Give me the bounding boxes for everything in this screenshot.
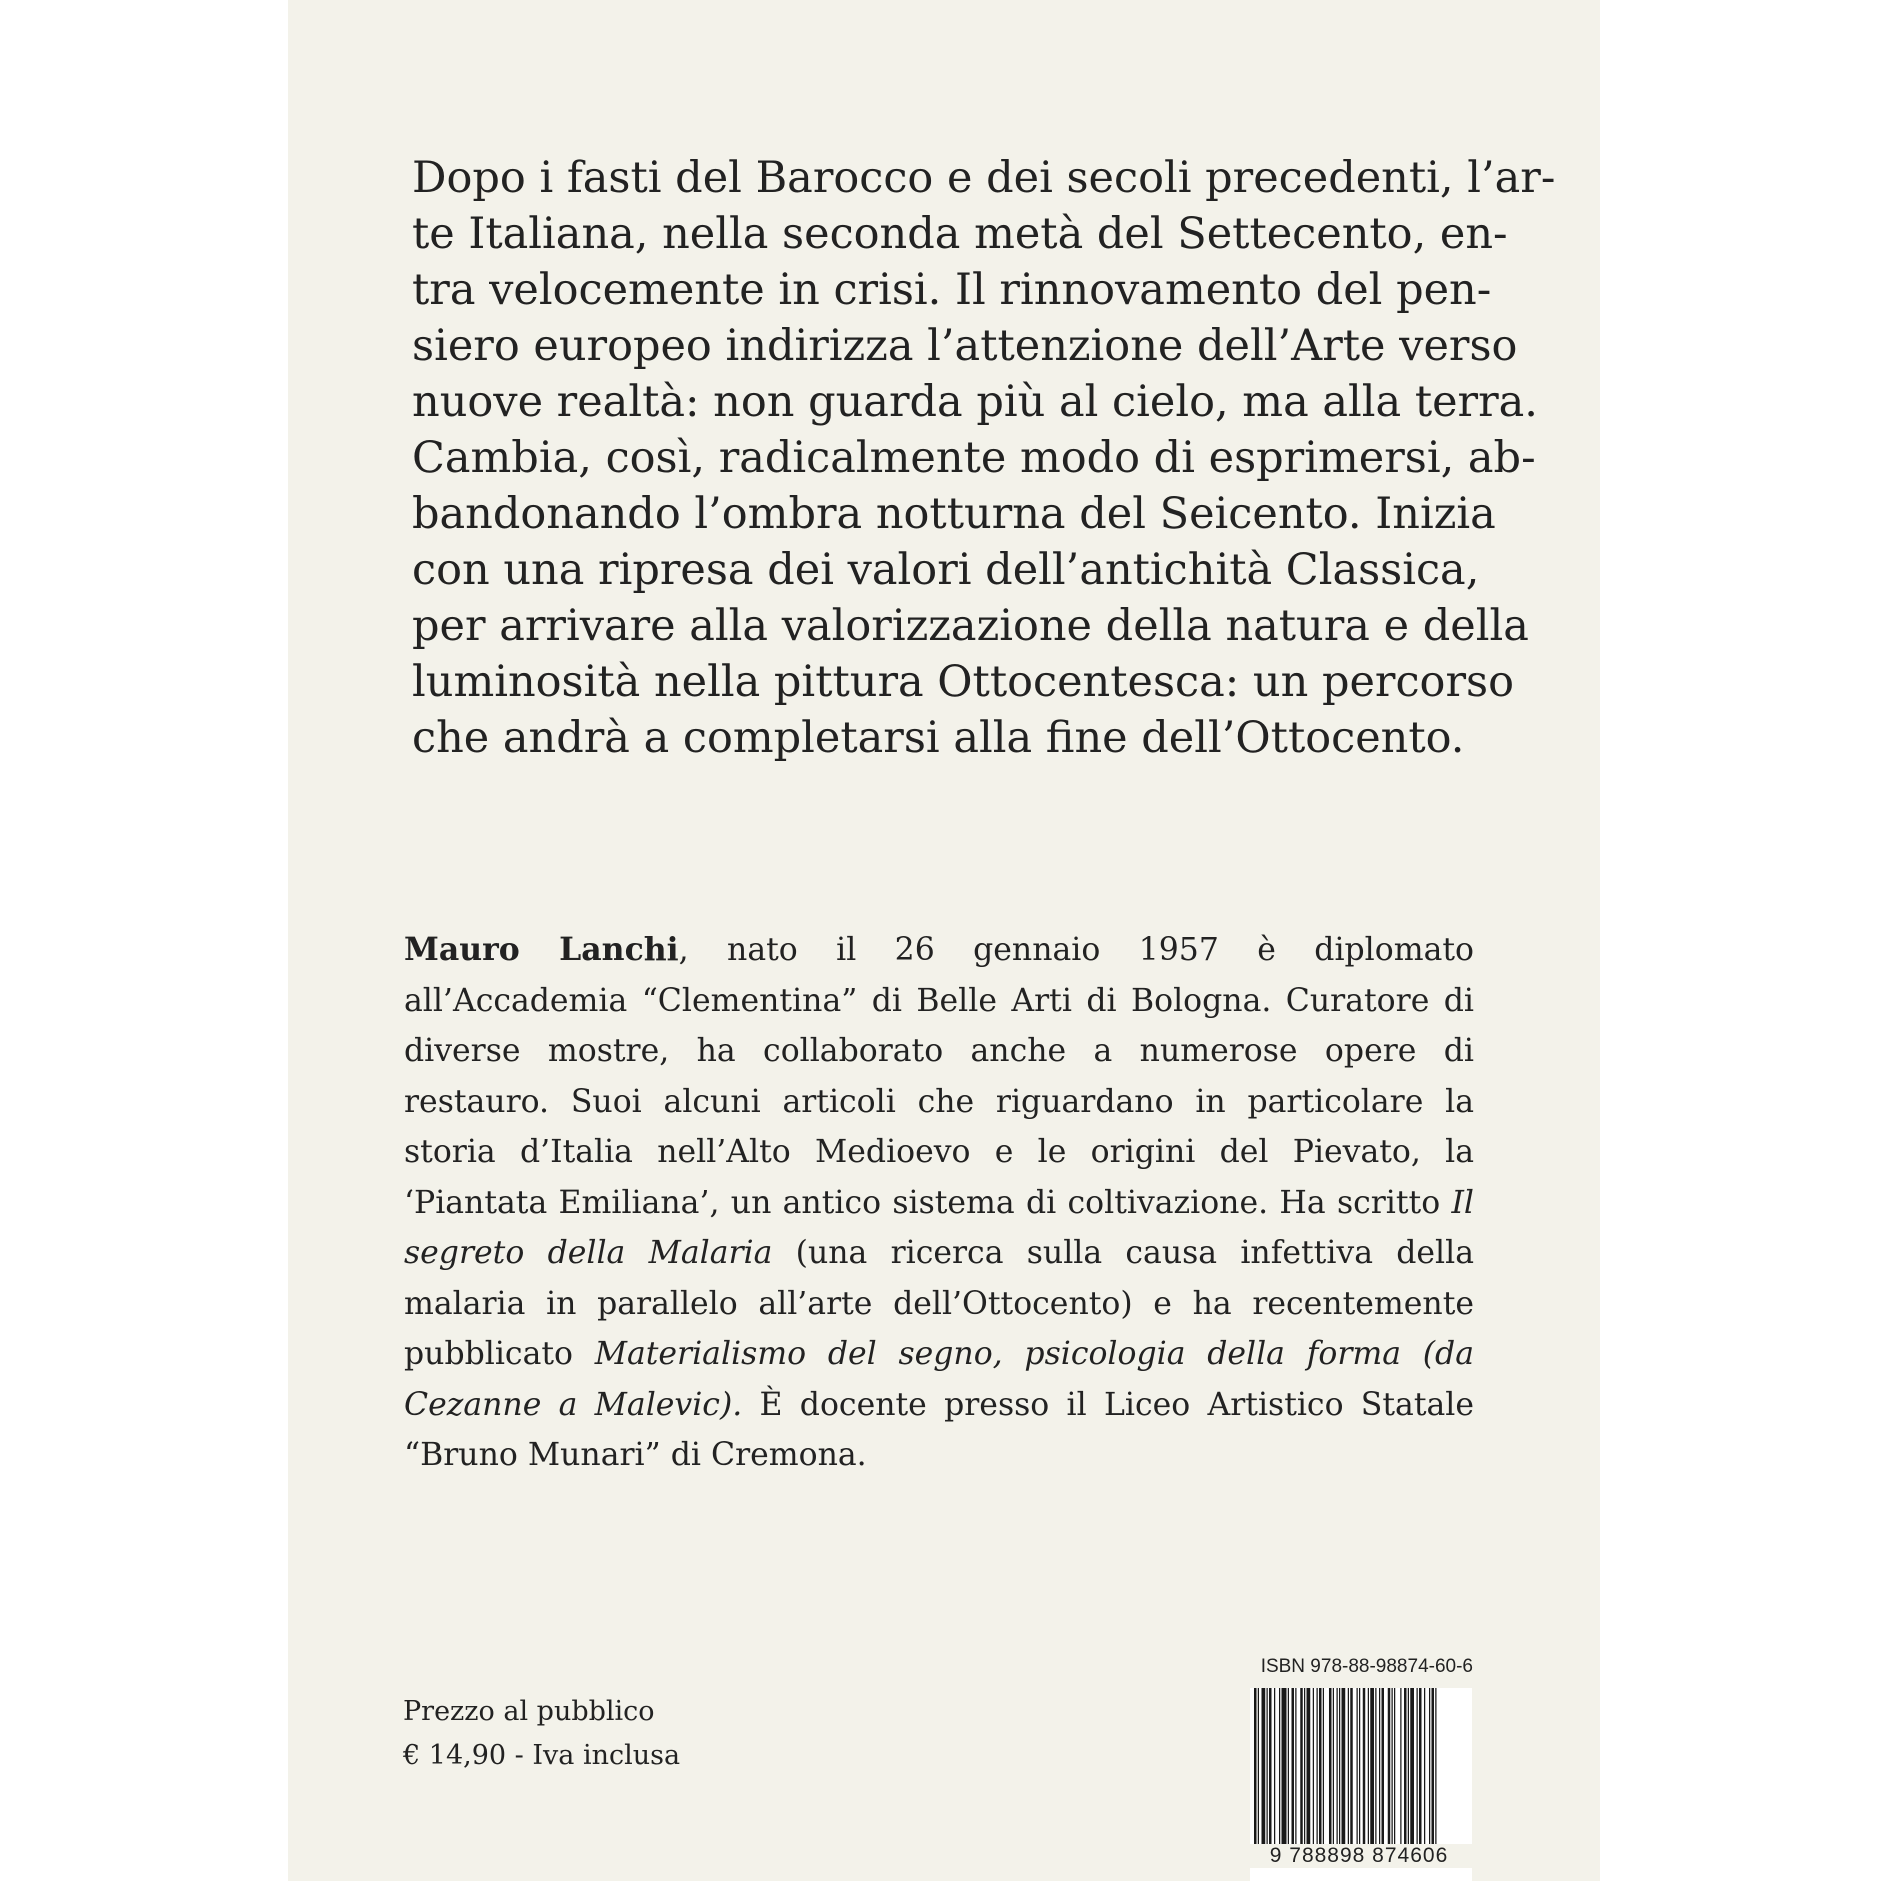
barcode-bar: [1254, 1688, 1257, 1846]
author-name: Mauro Lanchi: [404, 931, 679, 968]
barcode-bar: [1348, 1688, 1349, 1846]
blurb-line: che andrà a completarsi alla fine dell’Ottocento.: [412, 713, 1465, 763]
barcode-bar: [1382, 1688, 1385, 1846]
blurb-line: per arrivare alla valorizzazione della natura e della: [412, 601, 1529, 651]
barcode-digits: 9 788898 874606: [1244, 1844, 1474, 1868]
barcode-bar: [1269, 1688, 1272, 1846]
barcode-bar: [1295, 1688, 1296, 1846]
barcode-bar: [1258, 1688, 1259, 1846]
barcode-bar: [1363, 1688, 1366, 1846]
barcode-bar: [1313, 1688, 1314, 1846]
barcode-bar: [1339, 1688, 1340, 1846]
barcode-bar: [1404, 1688, 1407, 1846]
barcode-bar: [1267, 1688, 1268, 1846]
barcode-bar: [1417, 1688, 1418, 1846]
price-value: € 14,90 - Iva inclusa: [403, 1740, 681, 1771]
barcode-bar: [1262, 1688, 1266, 1846]
barcode-bar: [1400, 1688, 1401, 1846]
barcode-bar: [1329, 1688, 1332, 1846]
barcode-bar: [1307, 1688, 1311, 1846]
barcode-bar: [1424, 1688, 1425, 1846]
barcode-bar: [1429, 1688, 1430, 1846]
bio-text: , nato il 26 gennaio 1957 è diplomato all’Accademia “Clementina” di Belle Arti di Bologna. Curatore di diverse mostre, ha collaborato anche a numerose opere di restauro. Suoi alcuni articoli che riguardano in particolare la storia d’Italia nell’Alto Medioevo e le origini del Pievato, la ‘Piantata Emiliana’, un antico sistema di coltivazione. Ha scritto: [404, 932, 1474, 1221]
barcode-bar: [1323, 1688, 1324, 1846]
isbn-label: ISBN 978-88-98874-60-6: [1260, 1656, 1473, 1677]
barcode-bar: [1419, 1688, 1422, 1846]
barcode-bar: [1408, 1688, 1409, 1846]
barcode-bar: [1432, 1688, 1435, 1846]
barcode-bar: [1300, 1688, 1303, 1846]
barcode-bar: [1279, 1688, 1280, 1846]
barcode-bar: [1388, 1688, 1391, 1846]
blurb-line: bandonando l’ombra notturna del Seicento. Inizia: [412, 489, 1496, 539]
blurb-line: Cambia, così, radicalmente modo di esprimersi, ab-: [412, 433, 1536, 483]
blurb-line: tra velocemente in crisi. Il rinnovamento del pen-: [412, 265, 1492, 315]
barcode-bar: [1392, 1688, 1393, 1846]
barcode-bar: [1304, 1688, 1305, 1846]
barcode-bars: [1250, 1688, 1472, 1846]
barcode-bar: [1368, 1688, 1369, 1846]
barcode-bar: [1282, 1688, 1287, 1846]
barcode-bar: [1317, 1688, 1318, 1846]
blurb-paragraph: [412, 150, 1556, 766]
barcode-bar: [1288, 1688, 1289, 1846]
book-title: Materialismo del segno, psicologia della forma (da Cezanne a Malevic).: [404, 1336, 1474, 1423]
barcode-bar: [1435, 1688, 1436, 1846]
barcode-bar: [1410, 1688, 1414, 1846]
barcode-bar: [1337, 1688, 1338, 1846]
blurb-line: nuove realtà: non guarda più al cielo, ma alla terra.: [412, 377, 1538, 427]
blurb-line: te Italiana, nella seconda metà del Settecento, en-: [412, 209, 1508, 259]
price-label: Prezzo al pubblico: [403, 1696, 655, 1727]
barcode-bar: [1394, 1688, 1395, 1846]
bio-text: È docente presso il Liceo Artistico Statale “Bruno Munari” di Cremona.: [404, 1386, 1474, 1473]
barcode-bar: [1333, 1688, 1334, 1846]
blurb-line: con una ripresa dei valori dell’antichità Classica,: [412, 545, 1480, 595]
blurb-line: luminosità nella pittura Ottocentesca: un percorso: [412, 657, 1514, 707]
barcode-bar: [1375, 1688, 1376, 1846]
barcode-bar: [1370, 1688, 1374, 1846]
blurb-line: Dopo i fasti del Barocco e dei secoli precedenti, l’ar-: [412, 153, 1556, 203]
barcode-bar: [1342, 1688, 1346, 1846]
barcode-bar: [1292, 1688, 1295, 1846]
barcode-bar: [1357, 1688, 1358, 1846]
barcode-bar: [1274, 1688, 1275, 1846]
barcode-bar: [1359, 1688, 1360, 1846]
book-title: Il segreto della Malaria: [404, 1184, 1474, 1271]
barcode-bar: [1319, 1688, 1322, 1846]
barcode-bar: [1350, 1688, 1353, 1846]
bio-text: (una ricerca sulla causa infettiva della malaria in parallelo all’arte dell’Ottocento) e ha recentemente pubblicato: [404, 1235, 1474, 1372]
author-bio: [404, 925, 1474, 1481]
blurb-line: siero europeo indirizza l’attenzione dell’Arte verso: [412, 321, 1518, 371]
barcode-bar: [1379, 1688, 1380, 1846]
price-block: [403, 1690, 680, 1778]
